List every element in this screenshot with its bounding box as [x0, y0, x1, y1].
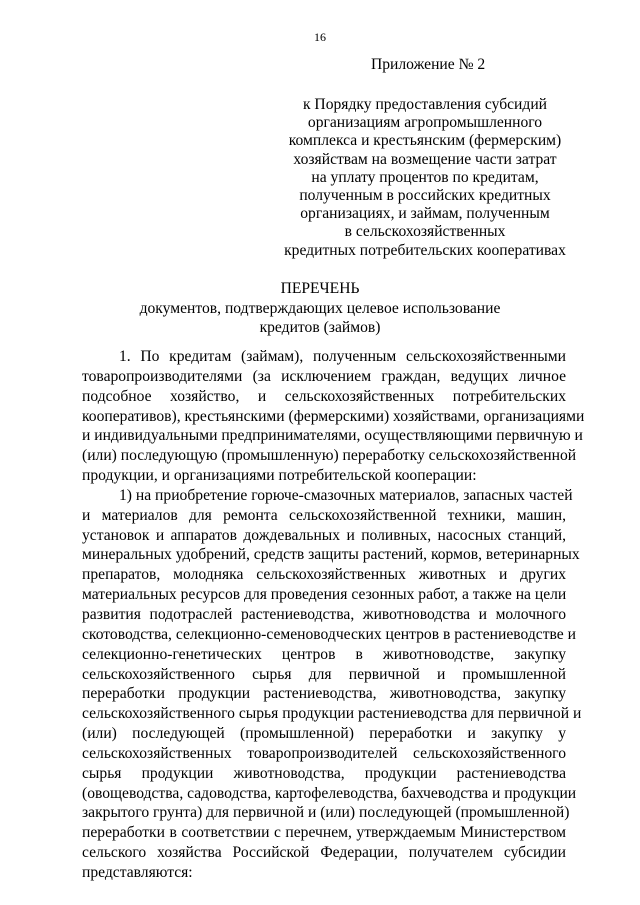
text-line: кооперативов), крестьянскими (фермерскими) хозяйствами, организациями [82, 407, 585, 425]
text-line: сельскохозяйственного сырья для первичной и промышленной [82, 665, 566, 683]
text-line: подсобное хозяйство, и сельскохозяйственных потребительских [82, 387, 566, 405]
paragraph-1-item-1 [82, 486, 582, 883]
appendix-reference-line: хозяйствам на возмещение части затрат [293, 150, 557, 168]
appendix-reference-line: в сельскохозяйственных [344, 223, 506, 241]
appendix-reference-line: организациях, и займам, полученным [300, 205, 550, 223]
text-line: сельскохозяйственного сырья продукции растениеводства для первичной и [82, 705, 582, 723]
text-line: переработки продукции растениеводства, животноводства, закупку [82, 685, 566, 703]
text-line: и индивидуальными предпринимателями, осуществляющими первичную и [82, 427, 583, 445]
document-subtitle-line: кредитов (займов) [259, 319, 381, 336]
text-line: (овощеводства, садоводства, картофелеводства, бахчеводства и продукции [82, 784, 577, 802]
appendix-reference-line: кредитных потребительских кооперативах [284, 241, 566, 259]
text-line: (или) последующей (промышленной) переработки и закупку у [82, 725, 566, 743]
document-subtitle-line: документов, подтверждающих целевое использование [139, 299, 501, 317]
text-line: и материалов для ремонта сельскохозяйственной техники, машин, [82, 506, 566, 524]
appendix-reference-line: полученным в российских кредитных [299, 186, 551, 204]
text-line: товаропроизводителями (за исключением граждан, ведущих личное [82, 367, 566, 385]
appendix-title: Приложение № 2 [371, 56, 486, 73]
text-line: сырья продукции животноводства, продукции растениеводства [82, 764, 566, 782]
text-line: представляются: [82, 863, 193, 881]
text-line: материальных ресурсов для проведения сезонных работ, а также на цели [82, 586, 567, 604]
text-line: 1. По кредитам (займам), полученным сельскохозяйственными [119, 348, 566, 365]
appendix-reference [280, 96, 570, 260]
appendix-reference-line: к Порядку предоставления субсидий [302, 96, 548, 113]
document-body [82, 347, 585, 883]
document-heading: ПЕРЕЧЕНЬ [280, 280, 360, 297]
document-title [0, 279, 640, 338]
text-line: минеральных удобрений, средств защиты растений, кормов, ветеринарных [82, 546, 580, 564]
text-line: развития подотраслей растениеводства, животноводства и молочного [82, 605, 566, 623]
text-line: скотоводства, селекционно-семеноводческих центров в растениеводстве и [82, 625, 576, 643]
appendix-reference-line: комплекса и крестьянским (фермерским) [288, 132, 562, 150]
page-number: 16 [314, 30, 326, 44]
text-line: сельского хозяйства Российской Федерации, получателем субсидии [82, 844, 566, 862]
text-line: переработки в соответствии с перечнем, утверждаемым Министерством [82, 824, 566, 842]
text-line: селекционно-генетических центров в животноводстве, закупку [82, 645, 566, 663]
text-line: (или) последующую (промышленную) переработку сельскохозяйственной [82, 447, 577, 465]
text-line: закрытого грунта) для первичной и (или) последующей (промышленной) [82, 804, 570, 822]
text-line: сельскохозяйственных товаропроизводителей сельскохозяйственного [82, 744, 566, 762]
paragraph-1 [82, 347, 585, 486]
text-line: 1) на приобретение горюче-смазочных материалов, запасных частей [119, 486, 573, 504]
text-line: установок и аппаратов дождевальных и поливных, насосных станций, [82, 526, 566, 544]
text-line: продукции, и организациями потребительской кооперации: [82, 467, 477, 485]
text-line: препаратов, молодняка сельскохозяйственных животных и других [82, 566, 566, 584]
appendix-reference-line: организациям агропромышленного [307, 114, 543, 132]
appendix-reference-line: на уплату процентов по кредитам, [311, 168, 539, 186]
